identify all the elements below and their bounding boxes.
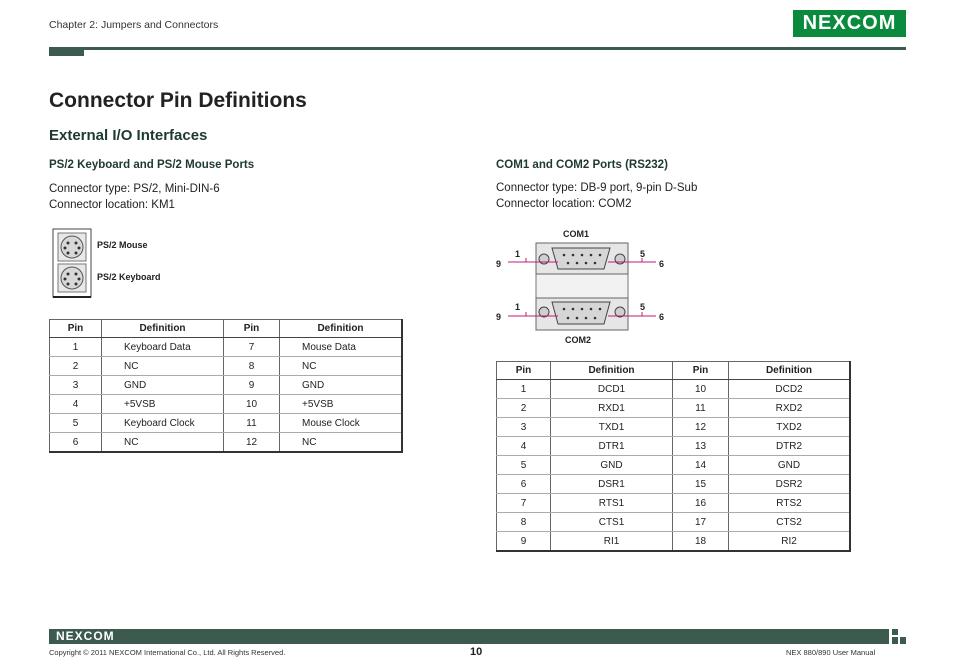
com2-pin6-label: 6 — [659, 312, 665, 322]
com2-pin1-label: 1 — [515, 302, 521, 312]
definition-cell: +5VSB — [280, 395, 403, 414]
definition-cell: TXD1 — [551, 418, 673, 437]
com1-label: COM1 — [563, 229, 590, 239]
definition-cell: RTS1 — [551, 494, 673, 513]
pin-cell: 1 — [50, 338, 102, 357]
table-row — [497, 380, 851, 399]
definition-cell: +5VSB — [102, 395, 224, 414]
section-subtitle: External I/O Interfaces — [49, 127, 208, 144]
pin-cell: 6 — [497, 475, 551, 494]
pin-cell: 13 — [673, 437, 729, 456]
pin-cell: 12 — [673, 418, 729, 437]
definition-cell: DTR2 — [729, 437, 851, 456]
com2-label: COM2 — [565, 335, 592, 345]
pin-cell: 8 — [497, 513, 551, 532]
definition-cell: DSR1 — [551, 475, 673, 494]
pin-cell: 3 — [50, 376, 102, 395]
com-pin-table — [496, 361, 851, 552]
pin-cell: 17 — [673, 513, 729, 532]
definition-cell: DTR1 — [551, 437, 673, 456]
definition-cell: RI1 — [551, 532, 673, 552]
manual-title: NEX 880/890 User Manual — [786, 648, 876, 657]
definition-cell: Mouse Data — [280, 338, 403, 357]
header-tab-accent — [49, 50, 84, 56]
column-header: Pin — [50, 320, 102, 338]
page-number: 10 — [470, 646, 483, 658]
pin-cell: 11 — [673, 399, 729, 418]
com1-pin1-label: 1 — [515, 249, 521, 259]
definition-cell: RXD1 — [551, 399, 673, 418]
pin-cell: 1 — [497, 380, 551, 399]
pin-cell: 2 — [50, 357, 102, 376]
pin-cell: 12 — [224, 433, 280, 453]
pin-cell: 5 — [50, 414, 102, 433]
definition-cell: Keyboard Data — [102, 338, 224, 357]
table-header-row — [497, 362, 851, 380]
definition-cell: RI2 — [729, 532, 851, 552]
copyright: Copyright © 2011 NEXCOM International Co., Ltd. All Rights Reserved. — [49, 648, 286, 657]
pin-cell: 10 — [673, 380, 729, 399]
com2-pin5-label: 5 — [640, 302, 646, 312]
pin-cell: 8 — [224, 357, 280, 376]
nexcom-logo — [793, 10, 906, 37]
com2-pin9-label: 9 — [496, 312, 502, 322]
com1-pin9-label: 9 — [496, 259, 502, 269]
com-connector-type: Connector type: DB-9 port, 9-pin D-Sub — [496, 182, 698, 194]
footer-bar — [49, 629, 889, 644]
table-row — [50, 395, 403, 414]
definition-cell: Mouse Clock — [280, 414, 403, 433]
definition-cell: TXD2 — [729, 418, 851, 437]
column-header: Definition — [729, 362, 851, 380]
pin-cell: 10 — [224, 395, 280, 414]
pin-cell: 9 — [497, 532, 551, 552]
definition-cell: CTS2 — [729, 513, 851, 532]
pin-cell: 14 — [673, 456, 729, 475]
ps2-mouse-label: PS/2 Mouse — [97, 240, 148, 250]
definition-cell: NC — [280, 433, 403, 453]
ps2-keyboard-label: PS/2 Keyboard — [97, 272, 161, 282]
pin-cell: 4 — [497, 437, 551, 456]
corner-squares-icon — [892, 629, 906, 644]
column-header: Definition — [551, 362, 673, 380]
definition-cell: GND — [102, 376, 224, 395]
logo-text: NEXCOM — [802, 12, 897, 34]
table-row — [497, 399, 851, 418]
table-header-row — [50, 320, 403, 338]
definition-cell: NC — [280, 357, 403, 376]
definition-cell: GND — [729, 456, 851, 475]
pin-cell: 2 — [497, 399, 551, 418]
ps2-heading: PS/2 Keyboard and PS/2 Mouse Ports — [49, 159, 255, 171]
header-divider — [49, 47, 906, 50]
pin-cell: 18 — [673, 532, 729, 552]
ps2-connector-location: Connector location: KM1 — [49, 199, 175, 211]
table-row — [497, 456, 851, 475]
column-header: Pin — [224, 320, 280, 338]
table-row — [497, 532, 851, 552]
table-row — [497, 513, 851, 532]
com1-pin6-label: 6 — [659, 259, 665, 269]
pin-cell: 3 — [497, 418, 551, 437]
pin-cell: 16 — [673, 494, 729, 513]
column-header: Pin — [673, 362, 729, 380]
pin-cell: 7 — [497, 494, 551, 513]
com-connector-diagram — [496, 226, 676, 348]
table-row — [497, 494, 851, 513]
pin-cell: 5 — [497, 456, 551, 475]
table-row — [50, 433, 403, 453]
table-row — [497, 418, 851, 437]
table-row — [50, 357, 403, 376]
pin-cell: 6 — [50, 433, 102, 453]
definition-cell: NC — [102, 433, 224, 453]
ps2-connector-diagram — [52, 228, 92, 298]
ps2-connector-type: Connector type: PS/2, Mini-DIN-6 — [49, 183, 220, 195]
pin-cell: 9 — [224, 376, 280, 395]
definition-cell: GND — [551, 456, 673, 475]
com-heading: COM1 and COM2 Ports (RS232) — [496, 159, 668, 171]
pin-cell: 7 — [224, 338, 280, 357]
column-header: Definition — [102, 320, 224, 338]
definition-cell: Keyboard Clock — [102, 414, 224, 433]
footer-logo: NEXCOM — [56, 629, 115, 643]
table-row — [50, 376, 403, 395]
chapter-title: Chapter 2: Jumpers and Connectors — [49, 19, 219, 31]
table-row — [497, 437, 851, 456]
definition-cell: GND — [280, 376, 403, 395]
definition-cell: RTS2 — [729, 494, 851, 513]
definition-cell: DCD2 — [729, 380, 851, 399]
table-row — [497, 475, 851, 494]
definition-cell: CTS1 — [551, 513, 673, 532]
column-header: Definition — [280, 320, 403, 338]
column-header: Pin — [497, 362, 551, 380]
pin-cell: 4 — [50, 395, 102, 414]
com-connector-location: Connector location: COM2 — [496, 198, 632, 210]
page-title: Connector Pin Definitions — [49, 89, 307, 112]
definition-cell: DCD1 — [551, 380, 673, 399]
ps2-pin-table — [49, 319, 403, 453]
table-row — [50, 414, 403, 433]
definition-cell: DSR2 — [729, 475, 851, 494]
definition-cell: NC — [102, 357, 224, 376]
definition-cell: RXD2 — [729, 399, 851, 418]
com1-pin5-label: 5 — [640, 249, 646, 259]
pin-cell: 15 — [673, 475, 729, 494]
pin-cell: 11 — [224, 414, 280, 433]
table-row — [50, 338, 403, 357]
